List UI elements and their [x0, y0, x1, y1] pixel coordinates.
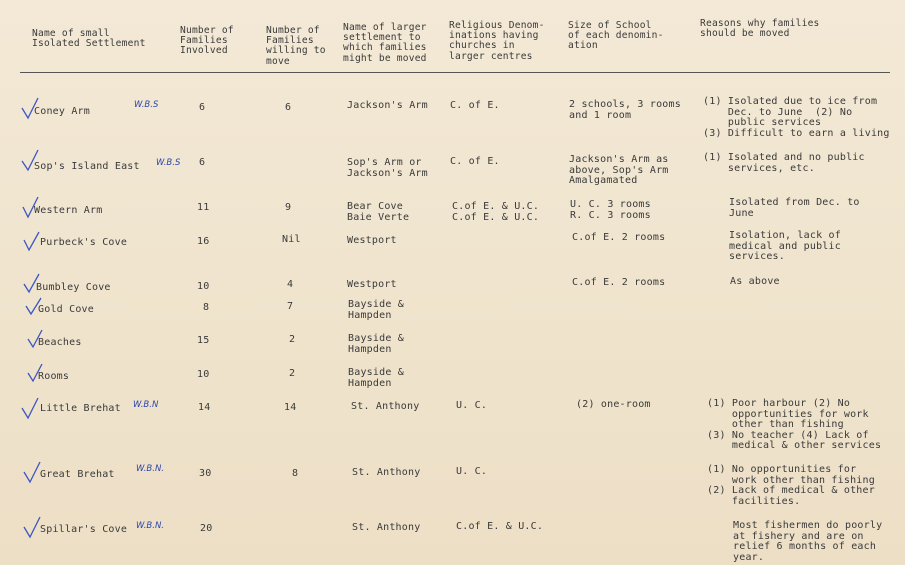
- row-larger-settlement: Bayside & Hampden: [348, 333, 404, 355]
- check-mark-icon: [22, 515, 42, 541]
- row-larger-settlement: St. Anthony: [352, 522, 421, 533]
- row-willing: 8: [292, 468, 299, 479]
- handwritten-note: W.B.N.: [136, 464, 165, 474]
- header-divider: [20, 72, 890, 73]
- row-settlement-name: Great Brehat: [40, 469, 115, 480]
- row-settlement-name: Beaches: [38, 337, 82, 348]
- row-larger-settlement: Jackson's Arm: [347, 100, 428, 111]
- row-settlement-name: Purbeck's Cove: [40, 237, 128, 248]
- row-larger-settlement: Sop's Arm or Jackson's Arm: [347, 157, 428, 179]
- row-school: C.of E. 2 rooms: [572, 277, 666, 288]
- row-reasons: (1) Poor harbour (2) No opportunities for work other than fishing (3) No teacher (4) Lack of medical & other services: [707, 398, 882, 451]
- row-families: 8: [203, 302, 210, 313]
- handwritten-note: W.B.N: [133, 400, 159, 410]
- row-settlement-name: Gold Cove: [38, 304, 94, 315]
- row-settlement-name: Rooms: [38, 371, 70, 382]
- header-families-involved: Number of Families Involved: [180, 25, 234, 57]
- row-reasons: Most fishermen do poorly at fishery and are on relief 6 months of each year.: [733, 520, 883, 563]
- row-willing: 14: [284, 402, 297, 413]
- row-willing: 4: [287, 279, 294, 290]
- row-settlement-name: Bumbley Cove: [36, 282, 111, 293]
- row-reasons: (1) No opportunities for work other than fishing (2) Lack of medical & other facilities.: [707, 464, 875, 507]
- row-reasons: (1) Isolated and no public services, etc.: [703, 152, 865, 174]
- header-school-size: Size of School of each denomin- ation: [568, 20, 664, 52]
- row-school: U. C. 3 rooms R. C. 3 rooms: [570, 199, 651, 221]
- header-settlement: Name of small Isolated Settlement: [32, 28, 146, 50]
- header-families-willing: Number of Families willing to move: [266, 25, 326, 67]
- row-larger-settlement: St. Anthony: [351, 401, 420, 412]
- row-families: 14: [198, 402, 211, 413]
- check-mark-icon: [20, 396, 40, 422]
- row-willing: 9: [285, 202, 292, 213]
- row-families: 10: [197, 281, 210, 292]
- header-larger-settlement: Name of larger settlement to which families might be moved: [343, 22, 427, 64]
- row-willing: 2: [289, 368, 296, 379]
- row-reasons: (1) Isolated due to ice from Dec. to June (2) No public services (3) Difficult to earn a living: [703, 96, 890, 139]
- row-reasons: As above: [730, 276, 780, 287]
- handwritten-note: W.B.N.: [136, 521, 165, 531]
- row-school: (2) one-room: [576, 399, 651, 410]
- check-mark-icon: [22, 230, 42, 256]
- row-families: 15: [197, 335, 210, 346]
- header-denominations: Religious Denom- inations having churches in larger centres: [449, 20, 545, 62]
- row-larger-settlement: Westport: [347, 279, 397, 290]
- row-willing: Nil: [282, 234, 301, 245]
- row-larger-settlement: Bayside & Hampden: [348, 367, 404, 389]
- row-settlement-name: Sop's Island East: [34, 161, 140, 172]
- row-denomination: C.of E. & U.C. C.of E. & U.C.: [452, 201, 540, 223]
- check-mark-icon: [22, 460, 42, 486]
- row-reasons: Isolated from Dec. to June: [729, 197, 860, 219]
- row-larger-settlement: Westport: [347, 235, 397, 246]
- row-settlement-name: Little Brehat: [40, 403, 121, 414]
- row-school: 2 schools, 3 rooms and 1 room: [569, 99, 681, 121]
- check-mark-icon: [21, 195, 41, 221]
- handwritten-note: W.B.S: [134, 100, 159, 110]
- row-denomination: U. C.: [456, 466, 488, 477]
- check-mark-icon: [24, 296, 44, 322]
- row-families: 10: [197, 369, 210, 380]
- check-mark-icon: [26, 328, 46, 354]
- row-denomination: U. C.: [456, 400, 488, 411]
- check-mark-icon: [22, 272, 42, 298]
- row-school: Jackson's Arm as above, Sop's Arm Amalgamated: [569, 154, 669, 186]
- row-reasons: Isolation, lack of medical and public services.: [729, 230, 841, 262]
- row-denomination: C. of E.: [450, 156, 500, 167]
- row-families: 16: [197, 236, 210, 247]
- check-mark-icon: [20, 96, 40, 122]
- row-settlement-name: Coney Arm: [34, 106, 90, 117]
- row-willing: 2: [289, 334, 296, 345]
- row-willing: 6: [285, 102, 292, 113]
- row-denomination: C. of E.: [450, 100, 500, 111]
- row-school: C.of E. 2 rooms: [572, 232, 666, 243]
- check-mark-icon: [26, 362, 46, 388]
- row-families: 11: [197, 202, 210, 213]
- row-settlement-name: Western Arm: [34, 205, 103, 216]
- row-willing: 7: [287, 301, 294, 312]
- check-mark-icon: [20, 148, 40, 174]
- row-larger-settlement: Bayside & Hampden: [348, 299, 404, 321]
- row-families: 6: [199, 102, 206, 113]
- row-settlement-name: Spillar's Cove: [40, 524, 128, 535]
- row-denomination: C.of E. & U.C.: [456, 521, 544, 532]
- row-larger-settlement: Bear Cove Baie Verte: [347, 201, 410, 223]
- row-larger-settlement: St. Anthony: [352, 467, 421, 478]
- row-families: 6: [199, 157, 206, 168]
- handwritten-note: W.B.S: [156, 158, 181, 168]
- row-families: 20: [200, 523, 213, 534]
- header-reasons: Reasons why families should be moved: [700, 18, 820, 40]
- row-families: 30: [199, 468, 212, 479]
